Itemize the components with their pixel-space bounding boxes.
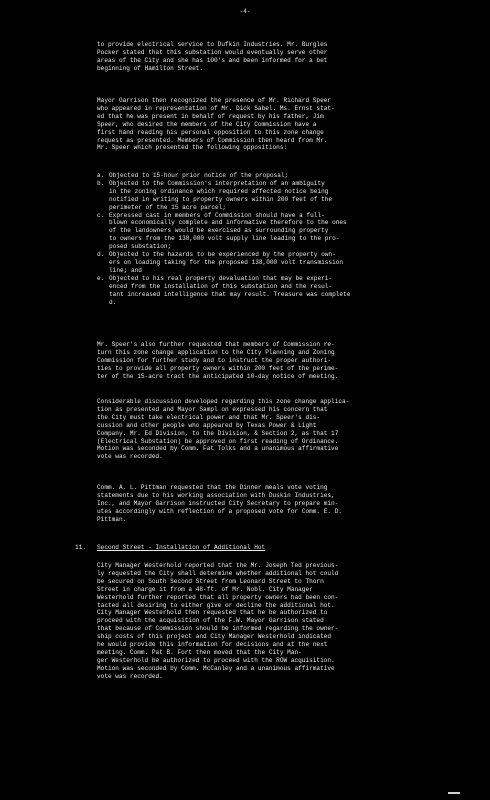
paragraph-text: to provide electrical service to Dufkin Industries. Mr. Burgles Pocker stated that this substation would eventually serve other areas of the City and she has 100's and been informed for a bet beginning of Hamilton Street.: [97, 41, 328, 72]
list-item-label: b.: [97, 179, 105, 187]
list-item: [97, 180, 442, 212]
paragraph-second-street: [97, 562, 442, 681]
list-item: [97, 251, 442, 275]
paragraph-text: Mr. Speer's also further requested that members of Commission re- turn this zone change application to the City Planning and Zoning Commission for further study and to instruct the proper authori- ties to provide all property owners within 200 feet of the perime- ter of the 15-acre tract the anticipated 10-day notice of meeting.: [97, 341, 339, 380]
section-number: 11.: [75, 544, 86, 551]
list-item-text: Objected to his real property devaluation that may be experi- enced from the installation of this substation and the resul- tant increased intelligence that may result. Treasure was complete d.: [109, 274, 351, 306]
list-item: [97, 212, 442, 252]
paragraph-pittman-abstain: [97, 484, 442, 524]
list-item-text: Objected to the hazards to be experienced by the property own- ers on loading taking for the proposed 138,000 volt transmission line; and: [109, 251, 344, 274]
section-heading: [75, 544, 445, 552]
opposition-list: [97, 172, 442, 306]
list-item-label: c.: [97, 211, 105, 219]
page-number: -4-: [239, 8, 251, 15]
paragraph-discussion-motion: [97, 398, 442, 461]
section-title: Second Street - Installation of Additional Hot: [97, 544, 266, 551]
list-item-label: e.: [97, 274, 105, 282]
list-item: [97, 275, 442, 307]
paragraph-speer-request: [97, 341, 442, 381]
paragraph-speer-opposition: [97, 97, 442, 152]
paragraph-substation-service: [97, 41, 442, 73]
list-item-text: Objected to the Commission's interpretation of an ambiguity in the zoning ordinance which required affected notice being notified in writing to property owners within 200 feet of the perimeter of the 15 acre parcel;: [109, 179, 333, 211]
list-item-text: Expressed cast in members of Commission should have a full- blown economically complete and informative therefore to the ones of the landowners would be exercised as surrounding property to owners from the 138,000 volt supply line leading to the pro- posed substation;: [109, 211, 347, 251]
paragraph-text: City Manager Westerhold reported that the Mr. Joseph Ted previous- ly requested the City shall determine whether additional hot could be secured on South Second Street from Leonard Street to Thorn Street in charge it from a 48-ft. of Mr. Nobl. City Manager Westerhold further reported that all property owners had been con- tacted all desiring to either give or decline the additional hot. City Manager Westerhold then requested that he be authorized to proceed with the acquisition of the F.W. Mayor Garrison stated that because of Commission should be informed regarding the owner- ship costs of this project and City Manager Westerhold indicated he would provide this information for decisions and at the next meeting. Comm. Pat B. Fort then moved that the City Man- ger Westerhold be authorized to proceed with the ROW acquisition. Motion was seconded by Comm. McCanley and a unanimous affirmative vote was recorded.: [97, 562, 339, 680]
scan-mark: [448, 792, 460, 794]
list-item-text: Objected to 15-hour prior notice of the proposal;: [109, 172, 289, 179]
page-footer: [0, 788, 490, 794]
paragraph-text: Considerable discussion developed regarding this zone change applica- tion as presented and Mayor Sampl on expressed his concern that the City must take electrical power and that Mr. Speer's dis- cussion and other people who appeared by Texas Power & Light Company. Mr. Ed Division, to the Division, & Section 2, as that 17 (Electrical Substation) be approved on first reading of Ordinance. Motion was seconded by Comm. Fat Tolks and a unanimous affirmative vote was recorded.: [97, 398, 350, 461]
list-item-label: a.: [97, 172, 105, 179]
paragraph-text: Comm. A. L. Pittman requested that the Dinner meals vote voting statements due to his working association with Duskin Industries, Inc., and Mayor Garrison instructed City Secretary to prepare min- utes accordingly with reflection of a proposed vote for Comm. E. D. Pittman.: [97, 484, 343, 523]
paragraph-text: Mayor Garrison then recognized the presence of Mr. Richard Speer who appeared in representation of Mr. Dick Sabel. Ms. Ernst stat- ed that he was present in behalf of request by his father, Jim Speer, who desired the members of the City Commission have a first hand reading his personal opposition to this zone change request as presented. Members of Commission then heard from Mr. Mr. Speer which presented the following oppositions:: [97, 97, 335, 152]
list-item-label: d.: [97, 251, 105, 259]
list-item: [97, 172, 442, 180]
